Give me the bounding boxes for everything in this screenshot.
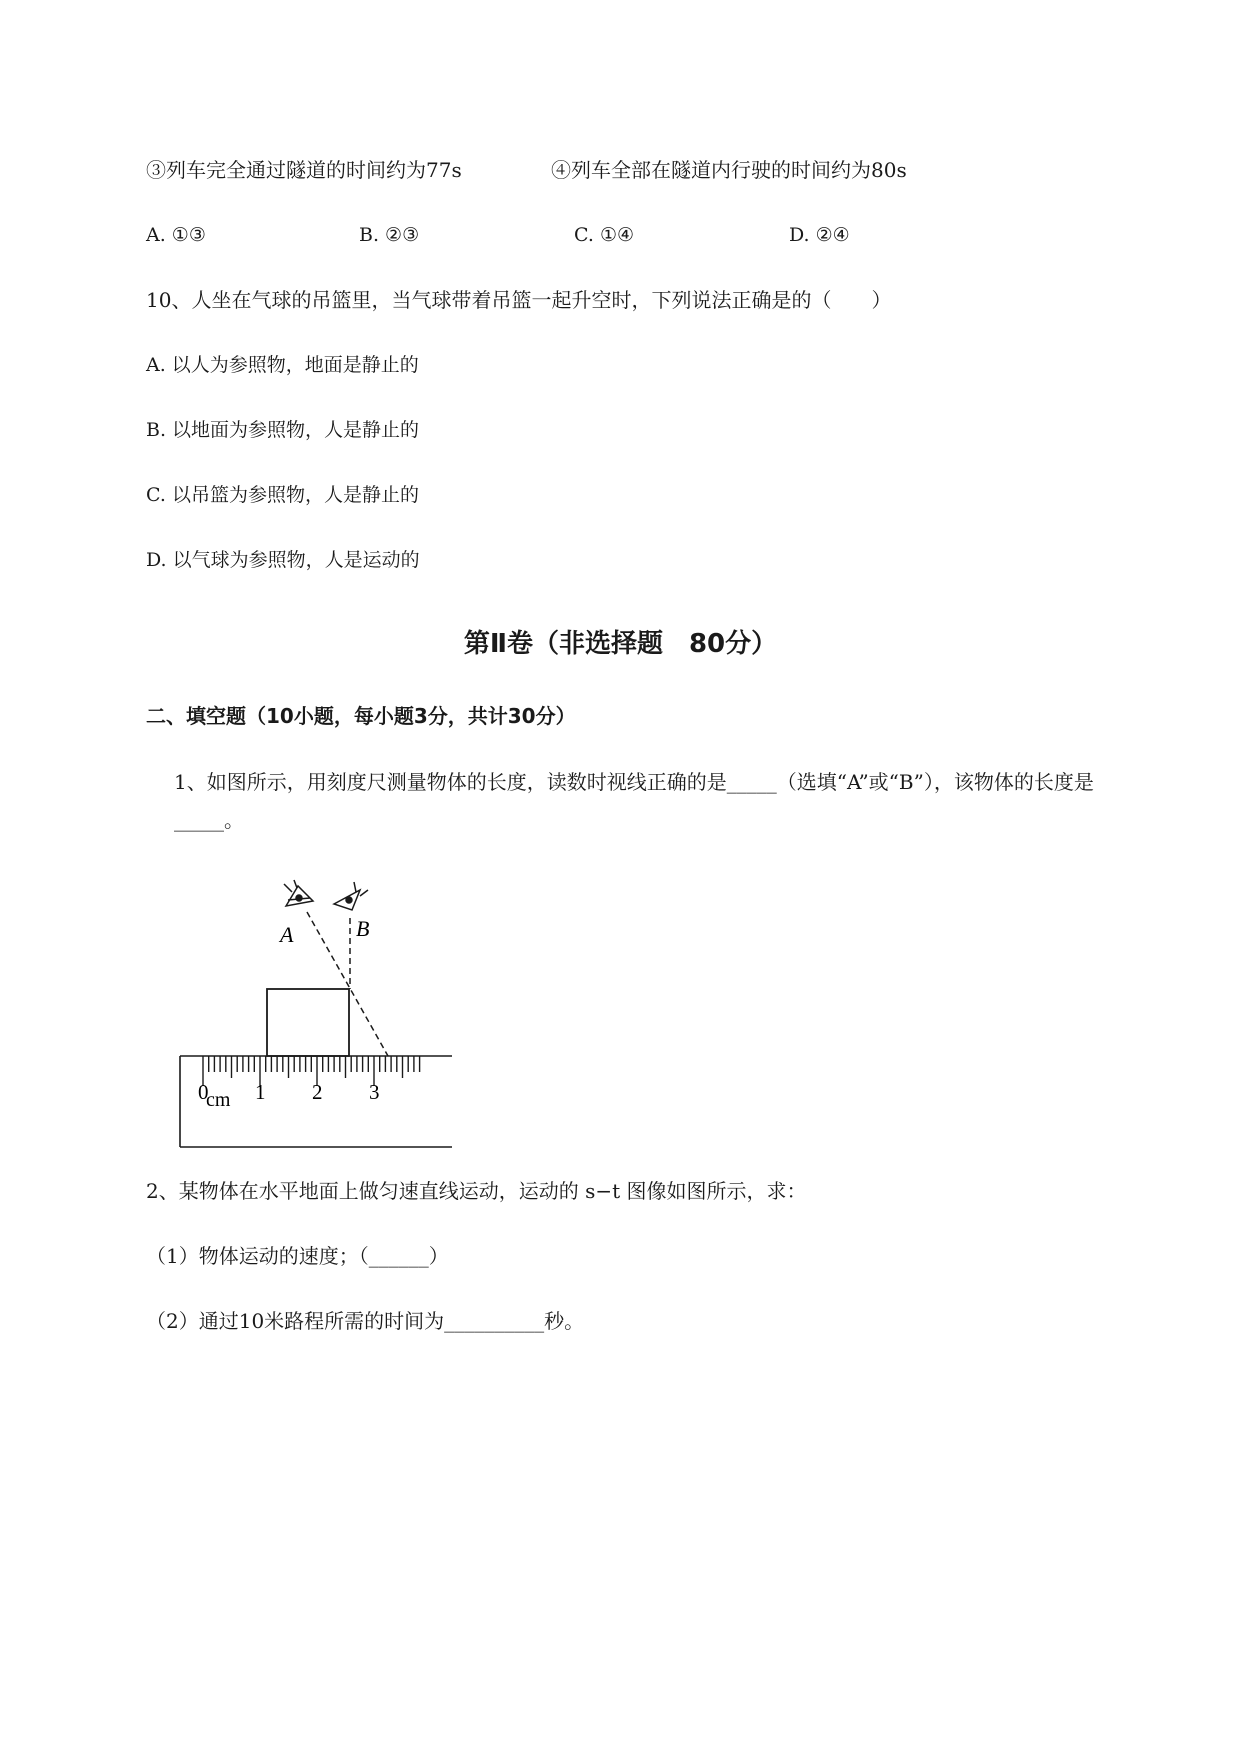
fill-question-2-part-1: （1）物体运动的速度；（______） [146, 1244, 449, 1268]
sight-line-a [307, 912, 388, 1056]
ruler-tick-label: 3 [369, 1080, 380, 1104]
q9-option-b: B. ②③ [359, 224, 420, 246]
q9-option-c: C. ①④ [574, 224, 635, 246]
section-title: 第Ⅱ卷（非选择题 80分） [463, 629, 778, 659]
q10-option-a: A. 以人为参照物，地面是静止的 [146, 354, 419, 376]
unit-label: cm [206, 1089, 231, 1111]
eye-b-label: B [356, 916, 370, 941]
ruler-tick-label: 0 [198, 1080, 209, 1104]
q10-option-d: D. 以气球为参照物，人是运动的 [146, 549, 420, 571]
q9-option-a: A. ①③ [146, 224, 206, 246]
measured-object [267, 989, 349, 1056]
ruler-tick-label: 2 [312, 1080, 323, 1104]
ruler-tick-label: 1 [255, 1080, 266, 1104]
section-heading: 二、填空题（10小题，每小题3分，共计30分） [146, 704, 576, 728]
fill-question-2-part-2: （2）通过10米路程所需的时间为__________秒。 [146, 1309, 585, 1333]
eye-b-icon [334, 882, 368, 910]
eye-a-label: A [280, 922, 294, 947]
q9-option-d: D. ②④ [789, 224, 850, 246]
fill-question-2-stem: 2、某物体在水平地面上做匀速直线运动，运动的 s−t 图像如图所示，求： [146, 1179, 807, 1203]
fill-question-1: 1、如图所示，用刻度尺测量物体的长度，读数时视线正确的是_____（选填“A”或“B”），该物体的长度是_____。 [174, 770, 1094, 832]
ruler-figure [170, 870, 470, 1160]
q10-option-c: C. 以吊篮为参照物，人是静止的 [146, 484, 419, 506]
q9-item-4: ④列车全部在隧道内行驶的时间约为80s [551, 158, 907, 182]
q9-item-3: ③列车完全通过隧道的时间约为77s [146, 158, 462, 182]
eye-a-icon [284, 880, 313, 906]
q10-stem: 10、人坐在气球的吊篮里，当气球带着吊篮一起升空时，下列说法正确是的（ ） [146, 288, 892, 312]
q10-option-b: B. 以地面为参照物，人是静止的 [146, 419, 420, 441]
